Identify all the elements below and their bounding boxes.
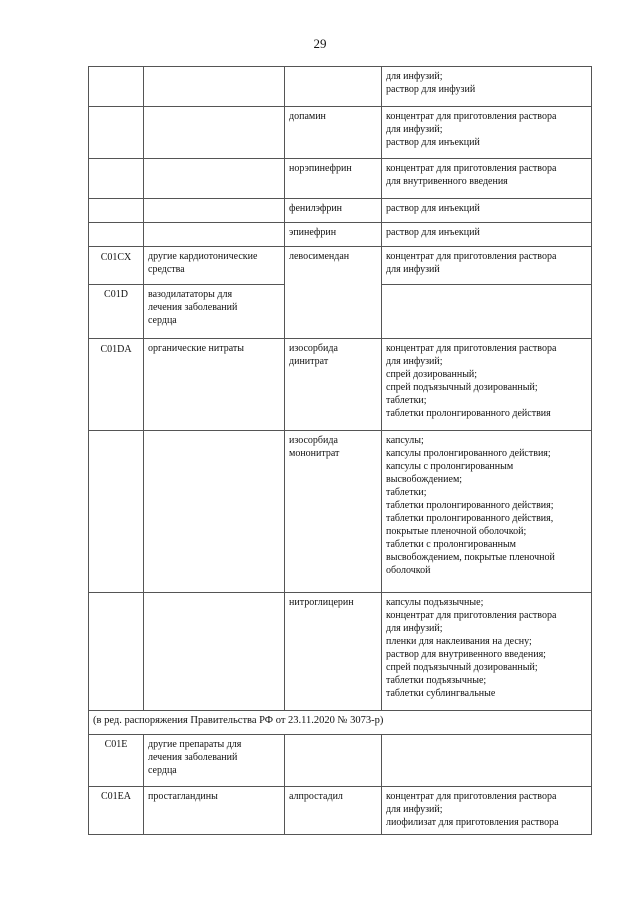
drug-list-table (88, 66, 592, 835)
atc-code-cell: C01E (89, 735, 144, 787)
group-name-cell: простагландины (144, 787, 285, 835)
dosage-forms-cell: концентрат для приготовления раствора для инфузий (382, 247, 592, 285)
drug-name-cell: нитроглицерин (285, 593, 382, 711)
dosage-forms-cell: концентрат для приготовления раствора для инфузий; раствор для инъекций (382, 107, 592, 159)
group-name-cell: другие препараты для лечения заболеваний сердца (144, 735, 285, 787)
drug-name-cell (285, 735, 382, 787)
group-name-cell: другие кардиотонические средства (144, 247, 285, 285)
table-row (89, 787, 592, 835)
group-name-cell (144, 159, 285, 199)
dosage-forms-cell: для инфузий; раствор для инфузий (382, 67, 592, 107)
dosage-forms-cell (382, 735, 592, 787)
drug-name-cell (285, 67, 382, 107)
drug-name-cell: изосорбида динитрат (285, 339, 382, 431)
atc-code-cell (89, 199, 144, 223)
drug-name-cell: эпинефрин (285, 223, 382, 247)
table-row (89, 247, 592, 285)
table-row (89, 107, 592, 159)
drug-name-cell: фенилэфрин (285, 199, 382, 223)
dosage-forms-cell: раствор для инъекций (382, 199, 592, 223)
group-name-cell: вазодилататоры для лечения заболеваний сердца (144, 285, 285, 339)
drug-name-cell: левосимендан (285, 247, 382, 339)
dosage-forms-cell: капсулы; капсулы пролонгированного действия; капсулы с пролонгированным высвобождением; таблетки; таблетки пролонгированного действия; таблетки пролонгированного действия, покрытые пленочной оболочкой; таблетки с пролонгированным высвобождением, покрытые пленочной оболочкой (382, 431, 592, 593)
atc-code-cell (89, 159, 144, 199)
atc-code-cell (89, 593, 144, 711)
group-name-cell (144, 199, 285, 223)
table-row (89, 159, 592, 199)
dosage-forms-cell: концентрат для приготовления раствора для внутривенного введения (382, 159, 592, 199)
table-row (89, 431, 592, 593)
amendment-note-row (89, 711, 592, 735)
group-name-cell: органические нитраты (144, 339, 285, 431)
dosage-forms-cell: концентрат для приготовления раствора для инфузий; спрей дозированный; спрей подъязычный дозированный; таблетки; таблетки пролонгированного действия (382, 339, 592, 431)
drug-name-cell: норэпинефрин (285, 159, 382, 199)
atc-code-cell: C01DA (89, 339, 144, 431)
dosage-forms-cell: капсулы подъязычные; концентрат для приготовления раствора для инфузий; пленки для наклеивания на десну; раствор для внутривенного введения; спрей подъязычный дозированный; таблетки подъязычные; таблетки сублингвальные (382, 593, 592, 711)
table-row (89, 735, 592, 787)
table-row (89, 223, 592, 247)
atc-code-cell: C01CX (89, 247, 144, 285)
atc-code-cell (89, 67, 144, 107)
table-row (89, 67, 592, 107)
atc-code-cell (89, 431, 144, 593)
group-name-cell (144, 67, 285, 107)
atc-code-cell: C01D (89, 285, 144, 339)
group-name-cell (144, 431, 285, 593)
page-number: 29 (313, 36, 327, 51)
table-row (89, 199, 592, 223)
group-name-cell (144, 107, 285, 159)
table-row (89, 339, 592, 431)
atc-code-cell (89, 107, 144, 159)
group-name-cell (144, 223, 285, 247)
atc-code-cell (89, 223, 144, 247)
dosage-forms-cell (382, 285, 592, 339)
drug-name-cell: допамин (285, 107, 382, 159)
atc-code-cell: C01EA (89, 787, 144, 835)
table-row (89, 593, 592, 711)
group-name-cell (144, 593, 285, 711)
drug-name-cell: алпростадил (285, 787, 382, 835)
drug-name-cell: изосорбида мононитрат (285, 431, 382, 593)
dosage-forms-cell: раствор для инъекций (382, 223, 592, 247)
amendment-note: (в ред. распоряжения Правительства РФ от 23.11.2020 № 3073-р) (89, 711, 592, 735)
dosage-forms-cell: концентрат для приготовления раствора для инфузий; лиофилизат для приготовления раствора (382, 787, 592, 835)
